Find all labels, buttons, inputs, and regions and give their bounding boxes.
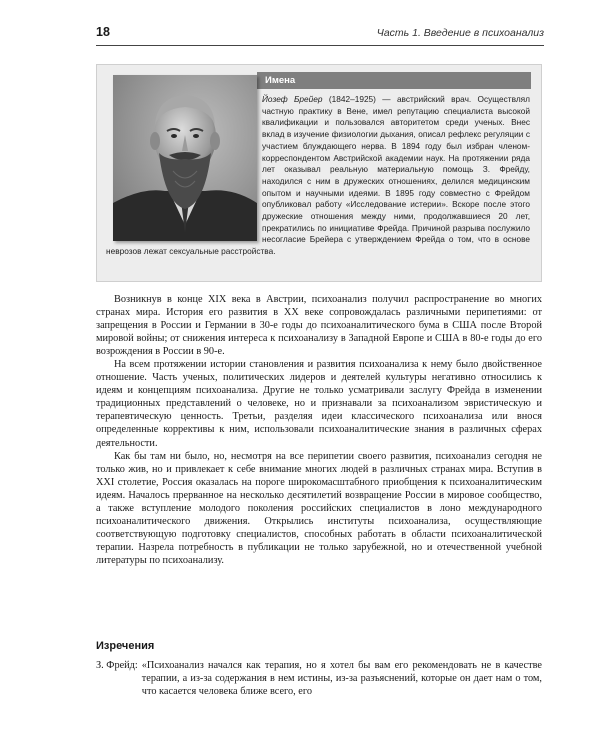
paragraph-1: Возникнув в конце XIX века в Австрии, психоанализ получил распространение во многих странах мира. История его развития в XX веке сопровождалась различными перипетиями: от запрещения в России и Германии в 30-е годы до психоаналитического бума в США после Второй мировой войны; от снижения интереса к психоанализу в Западной Европе и США в 80-е годы до его возрождения в России в 90-е. [96, 294, 542, 358]
paragraph-2: На всем протяжении истории становления и развития психоанализа к нему было двойственное отношение. Часть ученых, политических лидеров и деятелей культуры негативно относились к идеям и концепциям психоанализа. Другие не только усматривали заслугу Фрейда в изменении традиционных представлений о человеке, но и признавали за психоанализом эвристическую и терапевтическую ценность. Третьи, разделяя идеи классического психоанализа или внося определенные коррективы к ним, использовали психоаналитические знания в различных сферах деятельности. [96, 359, 542, 449]
quote-author: З. Фрейд: [96, 660, 138, 671]
portrait-photo [113, 75, 257, 241]
main-text [96, 293, 542, 567]
sayings-heading: Изречения [96, 640, 155, 652]
names-sidebar [96, 64, 542, 282]
page-header [96, 25, 544, 46]
bio-name: Йозеф Брейер [262, 94, 323, 104]
sidebar-title: Имена [257, 72, 531, 89]
page-number: 18 [96, 25, 110, 39]
freud-quote [96, 659, 542, 698]
running-head: Часть 1. Введение в психоанализ [376, 27, 544, 39]
paragraph-3: Как бы там ни было, но, несмотря на все перипетии своего развития, психоанализ сегодня не только жив, но и привлекает к себе внимание многих людей в различных странах мира. Вступив в XXI столетие, Россия оказалась на пороге широкомасштабного приобщения к психоаналитическим идеям. Началось прерванное на несколько десятилетий возвращение России в мировое сообщество, а также вступление молодого поколения российских специалистов в лоно международного психоаналитического движения. Открылись институты психоанализа, осуществляющие соответствующую подготовку специалистов, способных работать в области психоаналитической терапии. Назрела потребность в публикации не только зарубежной, но и отечественной учебной литературы по психоанализу. [96, 450, 542, 566]
quote-text: «Психоанализ начался как терапия, но я хотел бы вам его рекомендовать не в качестве терапии, а из-за содержания в нем истины, из-за разъяснений, которые он дает нам о том, что касается человека ближе всего, его [141, 660, 542, 697]
bio-body: (1842–1925) — австрийский врач. Осуществлял частную практику в Вене, имел репутацию специалиста высокой квалификации и пользовался авторитетом среди ученых. Внес вклад в изучение физиологии дыхания, описал рефлекс регуляции с участием блуждающего нерва. В 1894 году был избран членом-корреспондентом Австрийской академии наук. На протяжении ряда лет оказывал реальную материальную помощь З. Фрейду, находился с ним в дружеских отношениях, делился медицинским опытом и научными идеями. В 1895 году совместно с Фрейдом опубликовал работу «Исследование истерии». Вскоре после этого дружеские отношения между ними, продолжавшиеся 20 лет, прекратились по инициативе Фрейда. Причиной разрыва послужило несогласие Брейера с утверждением Фрейда о том, что в основе неврозов лежат сексуальные расстройства. [106, 94, 530, 257]
